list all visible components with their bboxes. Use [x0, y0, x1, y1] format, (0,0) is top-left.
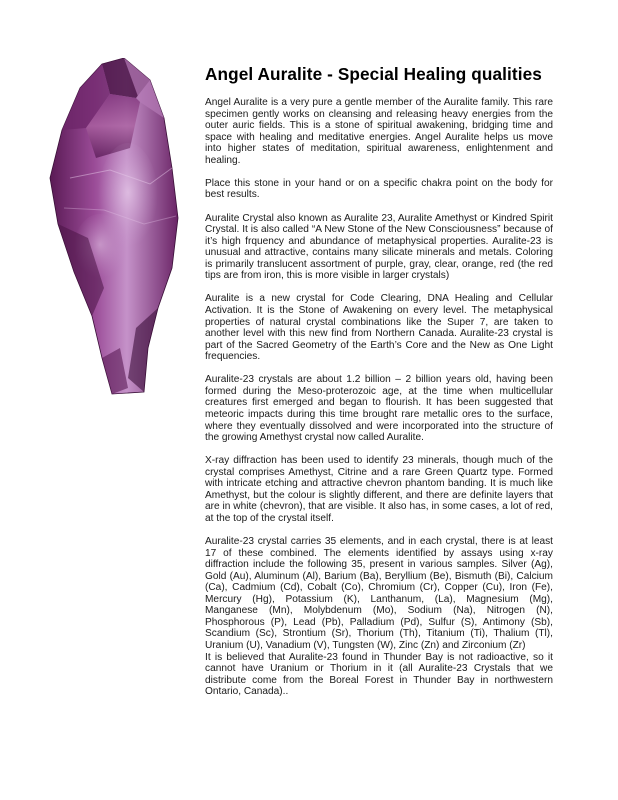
paragraph-code-clearing: Auralite is a new crystal for Code Clearing, DNA Healing and Cellular Activation. It is the Stone of Awakening on every level. The metaphysical properties of natural crystal combinations like the Super 7, are taken to another level with this new find from Northern Canada. Auralite-23 crystal is part of the Sacred Geometry of the Earth’s Core and the New as One Light frequencies. — [205, 293, 553, 363]
paragraph-usage: Place this stone in your hand or on a specific chakra point on the body for best results. — [205, 177, 553, 201]
paragraph-intro: Angel Auralite is a very pure a gentle member of the Auralite family. This rare specimen gently works on cleansing and releasing heavy energies from the outer auric fields. This is a stone of spiritual awakening, bridging time and space with healing and meditative energies. Angel Auralite helps us move into higher states of meditation, spiritual awareness, enlightenment and healing. — [205, 97, 553, 166]
paragraph-xray: X-ray diffraction has been used to identify 23 minerals, though much of the crystal comprises Amethyst, Citrine and a rare Green Quartz type. Formed with intricate etching and attractive chevron phantom banding. It is much like Amethyst, but the colour is slightly different, and there are definite layers that are in white (chevron), that are visible. It also has, in some cases, a lot of red, at the top of the crystal itself. — [205, 455, 553, 524]
article-body — [205, 97, 553, 698]
purple-crystal-icon — [40, 58, 200, 398]
page-title: Angel Auralite - Special Healing qualities — [205, 64, 542, 84]
paragraph-radioactivity: It is believed that Auralite-23 found in Thunder Bay is not radioactive, so it cannot have Uranium or Thorium in it (all Auralite-23 Crystals that we distribute come from the Boreal Forest in Thunder Bay in northwestern Ontario, Canada).. — [205, 651, 553, 698]
paragraph-age: Auralite-23 crystals are about 1.2 billion – 2 billion years old, having been formed during the Meso-proterozoic age, at the time when multicellular creatures first emerged and began to flourish. It has been suggested that meteoric impacts during this time brought rare metallic ores to the surface, where they eventually dissolved and were incorporated into the structure of the growing Amethyst crystal now called Auralite. — [205, 374, 553, 444]
paragraph-names: Auralite Crystal also known as Auralite 23, Auralite Amethyst or Kindred Spirit Crystal. It is also called “A New Stone of the New Consciousness” because of it’s high frquency and abundance of metaphysical properties. Auralite-23 is unusual and attractive, contains many silicate minerals and metals. Coloring is primarily translucent assortment of purple, gray, clear, orange, red (the red tips are from iron, this is more visible in larger crystals) — [205, 212, 553, 282]
paragraph-elements: Auralite-23 crystal carries 35 elements, and in each crystal, there is at least 17 of these combined. The elements identified by assays using x-ray diffraction include the following 35, present in various samples. Silver (Ag), Gold (Au), Aluminum (Al), Barium (Ba), Beryllium (Be), Bismuth (Bi), Calcium (Ca), Cadmium (Cd), Cobalt (Co), Chromium (Cr), Copper (Cu), Iron (Fe), Mercury (Hg), Potassium (K), Lanthanum, (La), Magnesium (Mg), Manganese (Mn), Molybdenum (Mo), Sodium (Na), Nitrogen (N), Phosphorous (P), Lead (Pb), Palladium (Pd), Sulfur (S), Antimony (Sb), Scandium (Sc), Strontium (Sr), Thorium (Th), Titanium (Ti), Thalium (Tl), Uranium (U), Vanadium (V), Tungsten (W), Zinc (Zn) and Zirconium (Zr) — [205, 536, 553, 651]
